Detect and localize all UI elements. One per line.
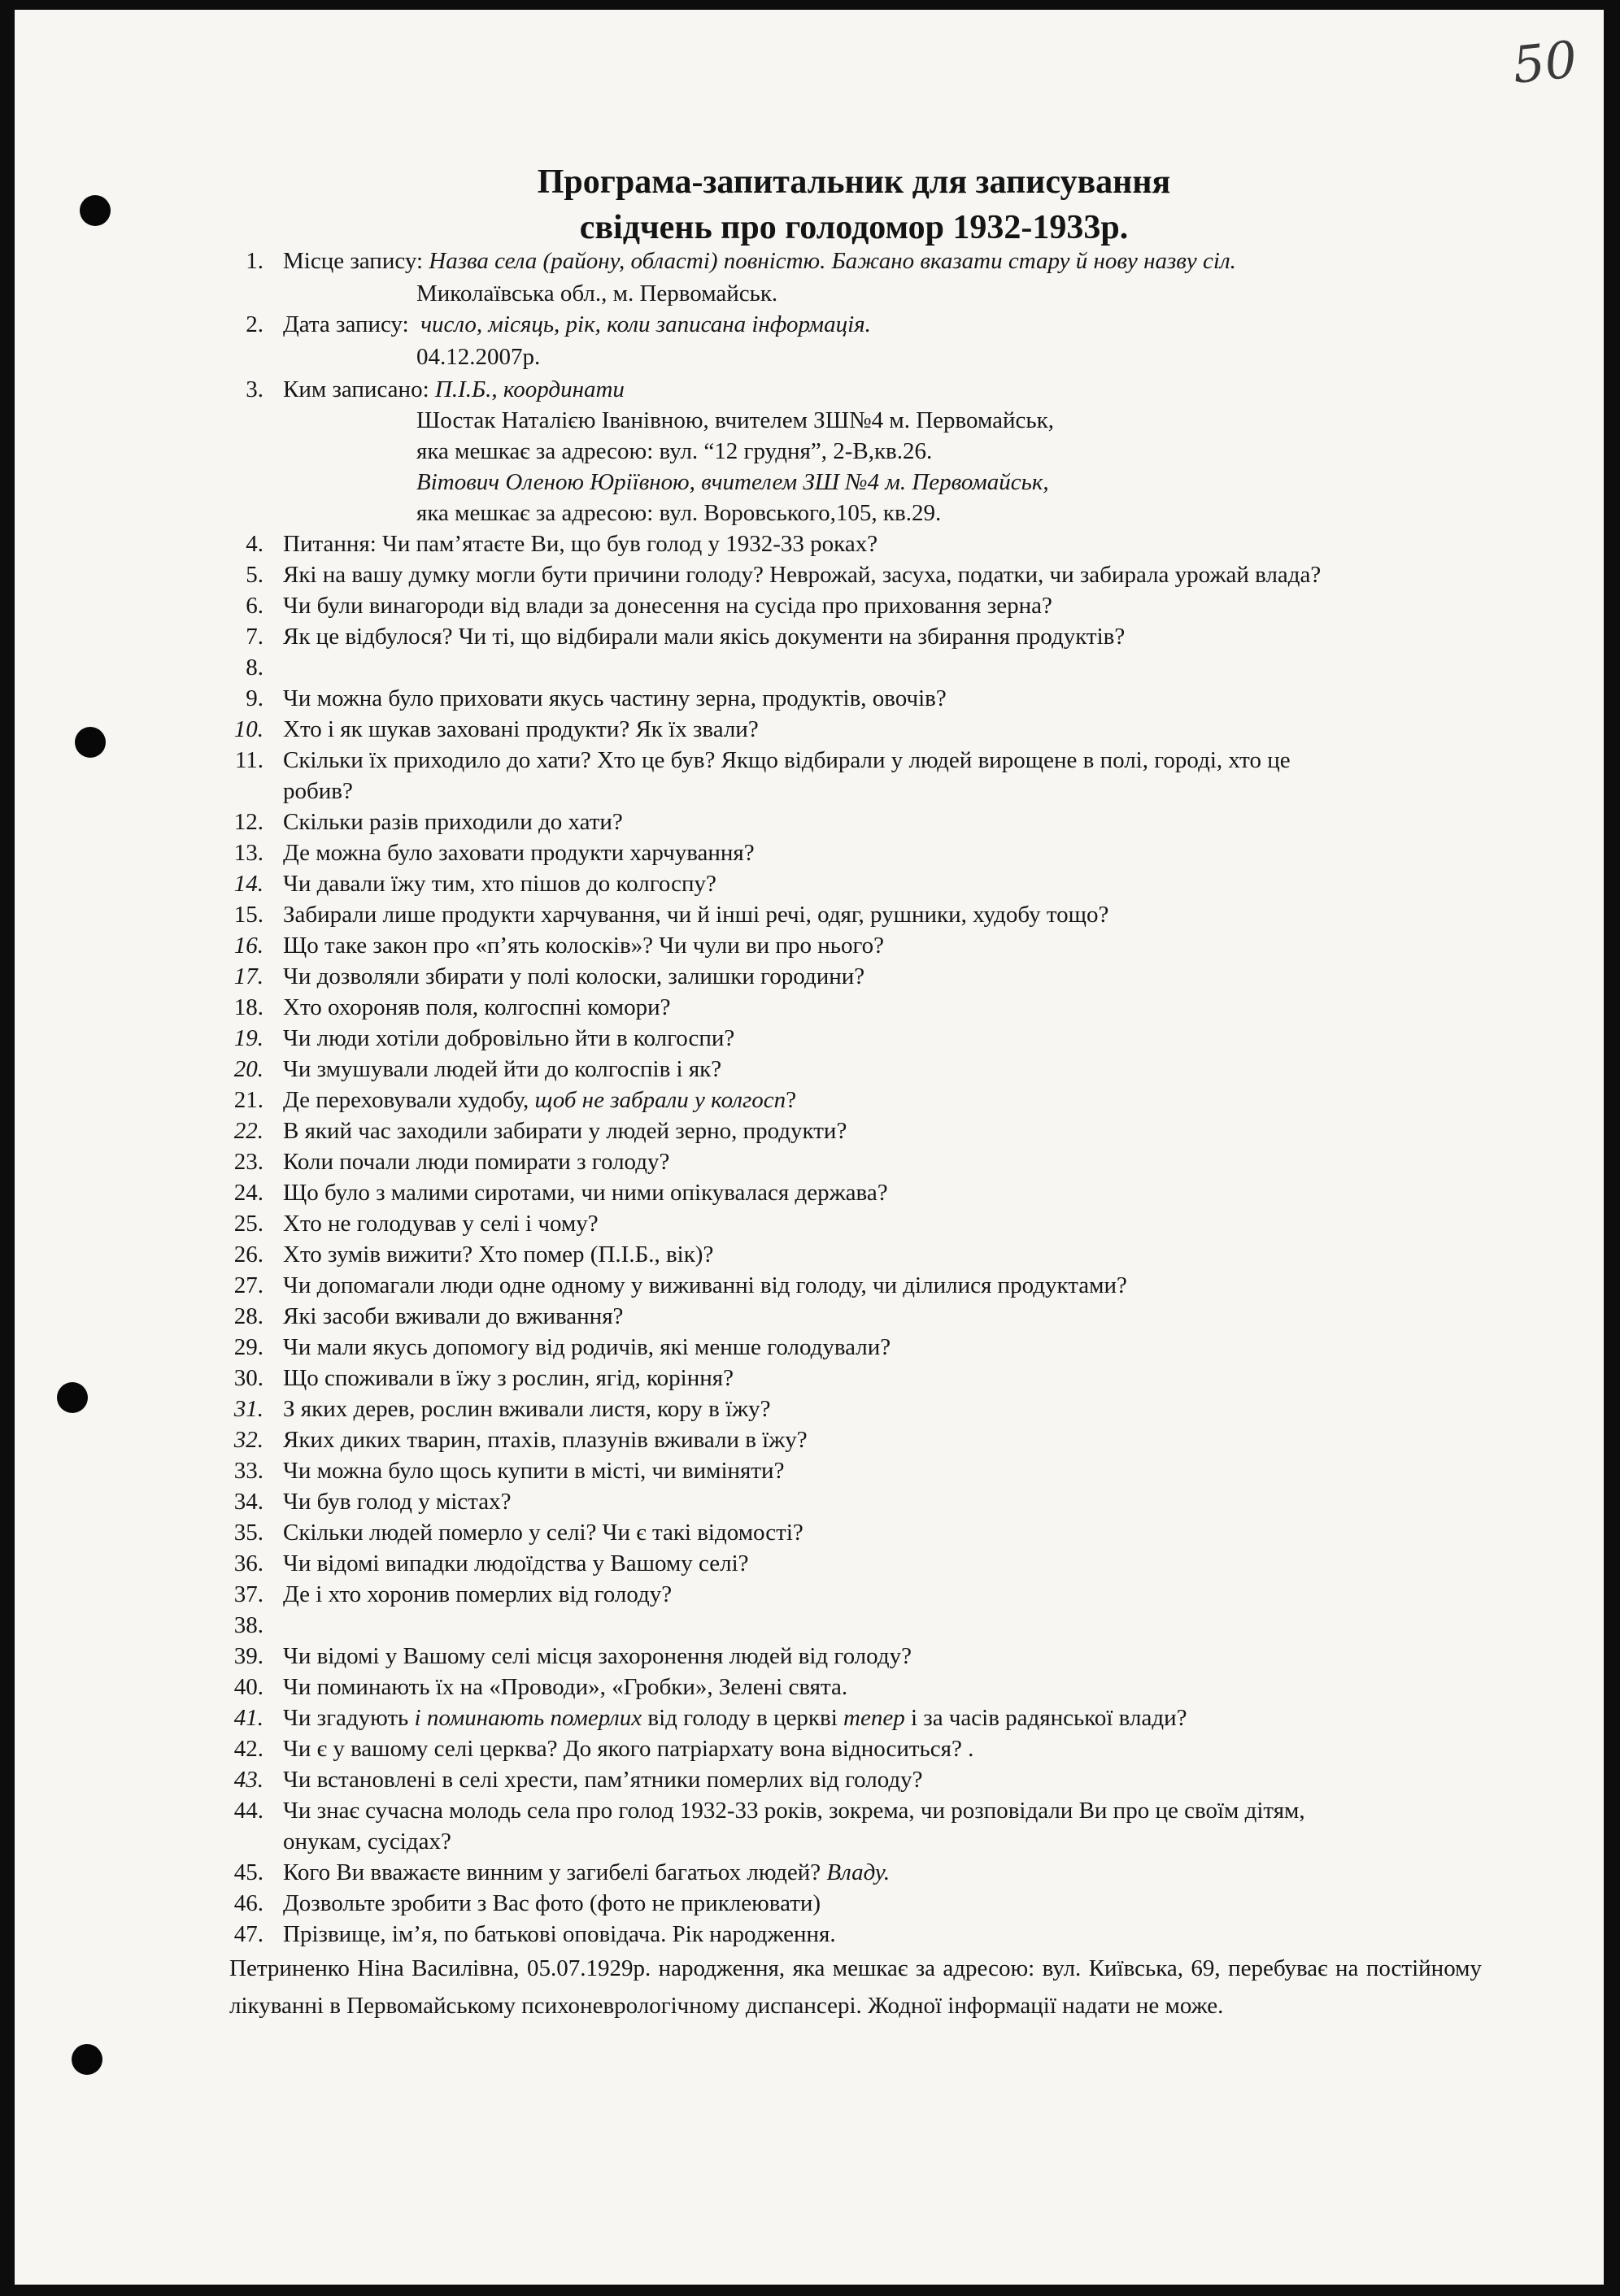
item-text: Прізвище, ім’я, по батькові оповідача. Рік народження. (283, 1921, 836, 1947)
item-text: Коли почали люди помирати з голоду? (283, 1149, 670, 1175)
item-number: 43. (233, 1767, 263, 1793)
item-text-italic: і поминають померлих (414, 1705, 642, 1731)
item-label: Ким записано: (283, 376, 429, 402)
recorder-line: Вітович Оленою Юріївною, вчителем ЗШ №4 м. Первомайськ, (416, 469, 1049, 495)
item-text-italic: щоб не забрали у колгосп (534, 1087, 786, 1113)
punch-hole (72, 2044, 102, 2075)
item-answer: 04.12.2007р. (416, 344, 541, 370)
punch-hole (75, 727, 106, 758)
item-number: 26. (233, 1241, 263, 1268)
item-number: 47. (233, 1921, 263, 1947)
item-text: Скільки їх приходило до хати? Хто це був? Якщо відбирали у людей вирощене в полі, городі, хто це (283, 747, 1291, 773)
item-number: 10. (233, 716, 263, 742)
item-text: Дозвольте зробити з Вас фото (фото не приклеювати) (283, 1890, 821, 1916)
item-number: 38. (233, 1612, 263, 1638)
item-number: 15. (233, 902, 263, 928)
item-text: Хто не голодував у селі і чому? (283, 1211, 599, 1237)
item-number: 32. (233, 1427, 263, 1453)
item-text: Чи давали їжу тим, хто пішов до колгоспу? (283, 871, 716, 897)
title-line-2: свідчень про голодомор 1932-1933р. (579, 209, 1129, 246)
item-number: 21. (233, 1087, 263, 1113)
item-number: 40. (233, 1674, 263, 1700)
punch-hole (80, 195, 111, 226)
item-text: Чи мали якусь допомогу від родичів, які менше голодували? (283, 1334, 891, 1360)
item-text: Хто зумів вижити? Хто помер (П.І.Б., вік)? (283, 1241, 714, 1268)
item-number: 8. (246, 654, 263, 681)
item-text: Які засоби вживали до вживання? (283, 1303, 624, 1329)
item-text: Чи відомі у Вашому селі місця захоронення людей від голоду? (283, 1643, 912, 1669)
recorder-line: яка мешкає за адресою: вул. Воровського,105, кв.29. (416, 500, 942, 526)
item-text: З яких дерев, рослин вживали листя, кору в їжу? (283, 1396, 771, 1422)
item-number: 45. (233, 1859, 263, 1885)
item-text: Що таке закон про «п’ять колосків»? Чи чули ви про нього? (283, 933, 884, 959)
recorder-line: яка мешкає за адресою: вул. “12 грудня”, 2-В,кв.26. (416, 438, 933, 464)
item-hint: П.І.Б., координати (434, 376, 625, 402)
item-text: Чи згадують (283, 1705, 415, 1731)
item-number: 4. (246, 531, 263, 557)
item-number: 9. (246, 685, 263, 711)
item-number: 14. (233, 871, 263, 897)
item-text: Чи можна було приховати якусь частину зерна, продуктів, овочів? (283, 685, 947, 711)
item-number: 31. (233, 1396, 263, 1422)
item-number: 37. (233, 1581, 263, 1607)
item-text: Яких диких тварин, птахів, плазунів вживали в їжу? (283, 1427, 808, 1453)
item-number: 2. (246, 311, 263, 337)
item-number: 39. (233, 1643, 263, 1669)
item-text: Чи був голод у містах? (283, 1489, 512, 1515)
closing-paragraph: Петриненко Ніна Василівна, 05.07.1929р. народження, яка мешкає за адресою: вул. Київська, 69, перебуває на постійному лікуванні в Первомайському психоневрологічному диспансері. Жодної інформації надати не може. (229, 1955, 1482, 2019)
title-line-1: Програма-запитальник для записування (537, 163, 1171, 201)
item-number: 5. (246, 562, 263, 588)
item-text: Що споживали в їжу з рослин, ягід, коріння? (283, 1365, 734, 1391)
item-number: 16. (233, 933, 263, 959)
item-number: 29. (233, 1334, 263, 1360)
item-number: 34. (233, 1489, 263, 1515)
item-number: 41. (233, 1705, 263, 1731)
item-number: 17. (233, 963, 263, 989)
document-title (285, 159, 1423, 250)
item-number: 35. (233, 1520, 263, 1546)
item-text: і за часів радянської влади? (904, 1705, 1187, 1731)
item-text-continued: робив? (283, 778, 353, 804)
item-number: 36. (233, 1550, 263, 1576)
punch-hole (57, 1382, 88, 1413)
item-text: від голоду в церкві (642, 1705, 844, 1731)
item-number: 46. (233, 1890, 263, 1916)
item-text: Хто і як шукав заховані продукти? Як їх звали? (283, 716, 759, 742)
item-number: 25. (233, 1211, 263, 1237)
item-text: В який час заходили забирати у людей зерно, продукти? (283, 1118, 847, 1144)
item-number: 24. (233, 1180, 263, 1206)
item-label: Дата запису: (283, 311, 409, 337)
item-answer: Миколаївська обл., м. Первомайськ. (416, 280, 778, 307)
item-number: 27. (233, 1272, 263, 1298)
item-label: Місце запису: (283, 248, 424, 274)
item-text: Що було з малими сиротами, чи ними опікувалася держава? (283, 1180, 888, 1206)
item-text: Кого Ви вважаєте винним у загибелі багатьох людей? (283, 1859, 821, 1885)
item-text: Скільки людей померло у селі? Чи є такі відомості? (283, 1520, 803, 1546)
item-text: ? (786, 1087, 797, 1113)
handwritten-page-number: 50 (1509, 29, 1580, 95)
item-hint: Назва села (району, області) повністю. Бажано вказати стару й нову назву сіл. (429, 248, 1236, 274)
item-text: Як це відбулося? Чи ті, що відбирали мали якісь документи на збирання продуктів? (283, 624, 1126, 650)
recorder-line: Шостак Наталією Іванівною, вчителем ЗШ№4 м. Первомайськ, (416, 407, 1054, 433)
item-text: Питання: Чи пам’ятаєте Ви, що був голод у 1932-33 роках? (283, 531, 878, 557)
item-number: 30. (233, 1365, 263, 1391)
item-text: Чи знає сучасна молодь села про голод 1932-33 років, зокрема, чи розповідали Ви про це своїм дітям, (283, 1798, 1305, 1824)
item-text: Які на вашу думку могли бути причини голоду? Неврожай, засуха, податки, чи забирала урожай влада? (283, 562, 1322, 588)
item-text: Де переховували худобу, (283, 1087, 535, 1113)
item-number: 11. (234, 747, 263, 773)
item-text: Чи люди хотіли добровільно йти в колгоспи? (283, 1025, 735, 1051)
item-answer: Владу. (826, 1859, 891, 1885)
item-text: Чи поминають їх на «Проводи», «Гробки», Зелені свята. (283, 1674, 848, 1700)
item-number: 7. (246, 624, 263, 650)
item-number: 19. (233, 1025, 263, 1051)
item-text: Чи були винагороди від влади за донесення на сусіда про приховання зерна? (283, 593, 1052, 619)
item-number: 3. (246, 376, 263, 402)
item-number: 6. (246, 593, 263, 619)
item-number: 28. (233, 1303, 263, 1329)
item-text: Чи відомі випадки людоїдства у Вашому селі? (283, 1550, 749, 1576)
item-number: 18. (233, 994, 263, 1020)
item-text: Чи допомагали люди одне одному у виживанні від голоду, чи ділилися продуктами? (283, 1272, 1127, 1298)
item-text: Де можна було заховати продукти харчування? (283, 840, 755, 866)
item-number: 22. (233, 1118, 263, 1144)
item-text: Де і хто хоронив померлих від голоду? (283, 1581, 673, 1607)
item-text-continued: онукам, сусідах? (283, 1829, 451, 1855)
item-number: 1. (246, 248, 263, 274)
item-text: Забирали лише продукти харчування, чи й інші речі, одяг, рушники, худобу тощо? (283, 902, 1109, 928)
item-number: 13. (233, 840, 263, 866)
item-number: 33. (233, 1458, 263, 1484)
item-hint: число, місяць, рік, коли записана інформація. (420, 311, 871, 337)
item-text: Чи можна було щось купити в місті, чи виміняти? (283, 1458, 785, 1484)
item-number: 20. (233, 1056, 263, 1082)
item-text: Чи є у вашому селі церква? До якого патріархату вона відноситься? . (283, 1736, 974, 1762)
item-text: Чи встановлені в селі хрести, пам’ятники померлих від голоду? (283, 1767, 923, 1793)
item-number: 12. (233, 809, 263, 835)
item-text-italic: тепер (843, 1705, 905, 1731)
item-number: 42. (233, 1736, 263, 1762)
item-text: Скільки разів приходили до хати? (283, 809, 623, 835)
item-number: 23. (233, 1149, 263, 1175)
item-number: 44. (233, 1798, 263, 1824)
item-text: Чи змушували людей йти до колгоспів і як? (283, 1056, 722, 1082)
item-text: Хто охороняв поля, колгоспні комори? (283, 994, 671, 1020)
item-text: Чи дозволяли збирати у полі колоски, залишки городини? (283, 963, 865, 989)
